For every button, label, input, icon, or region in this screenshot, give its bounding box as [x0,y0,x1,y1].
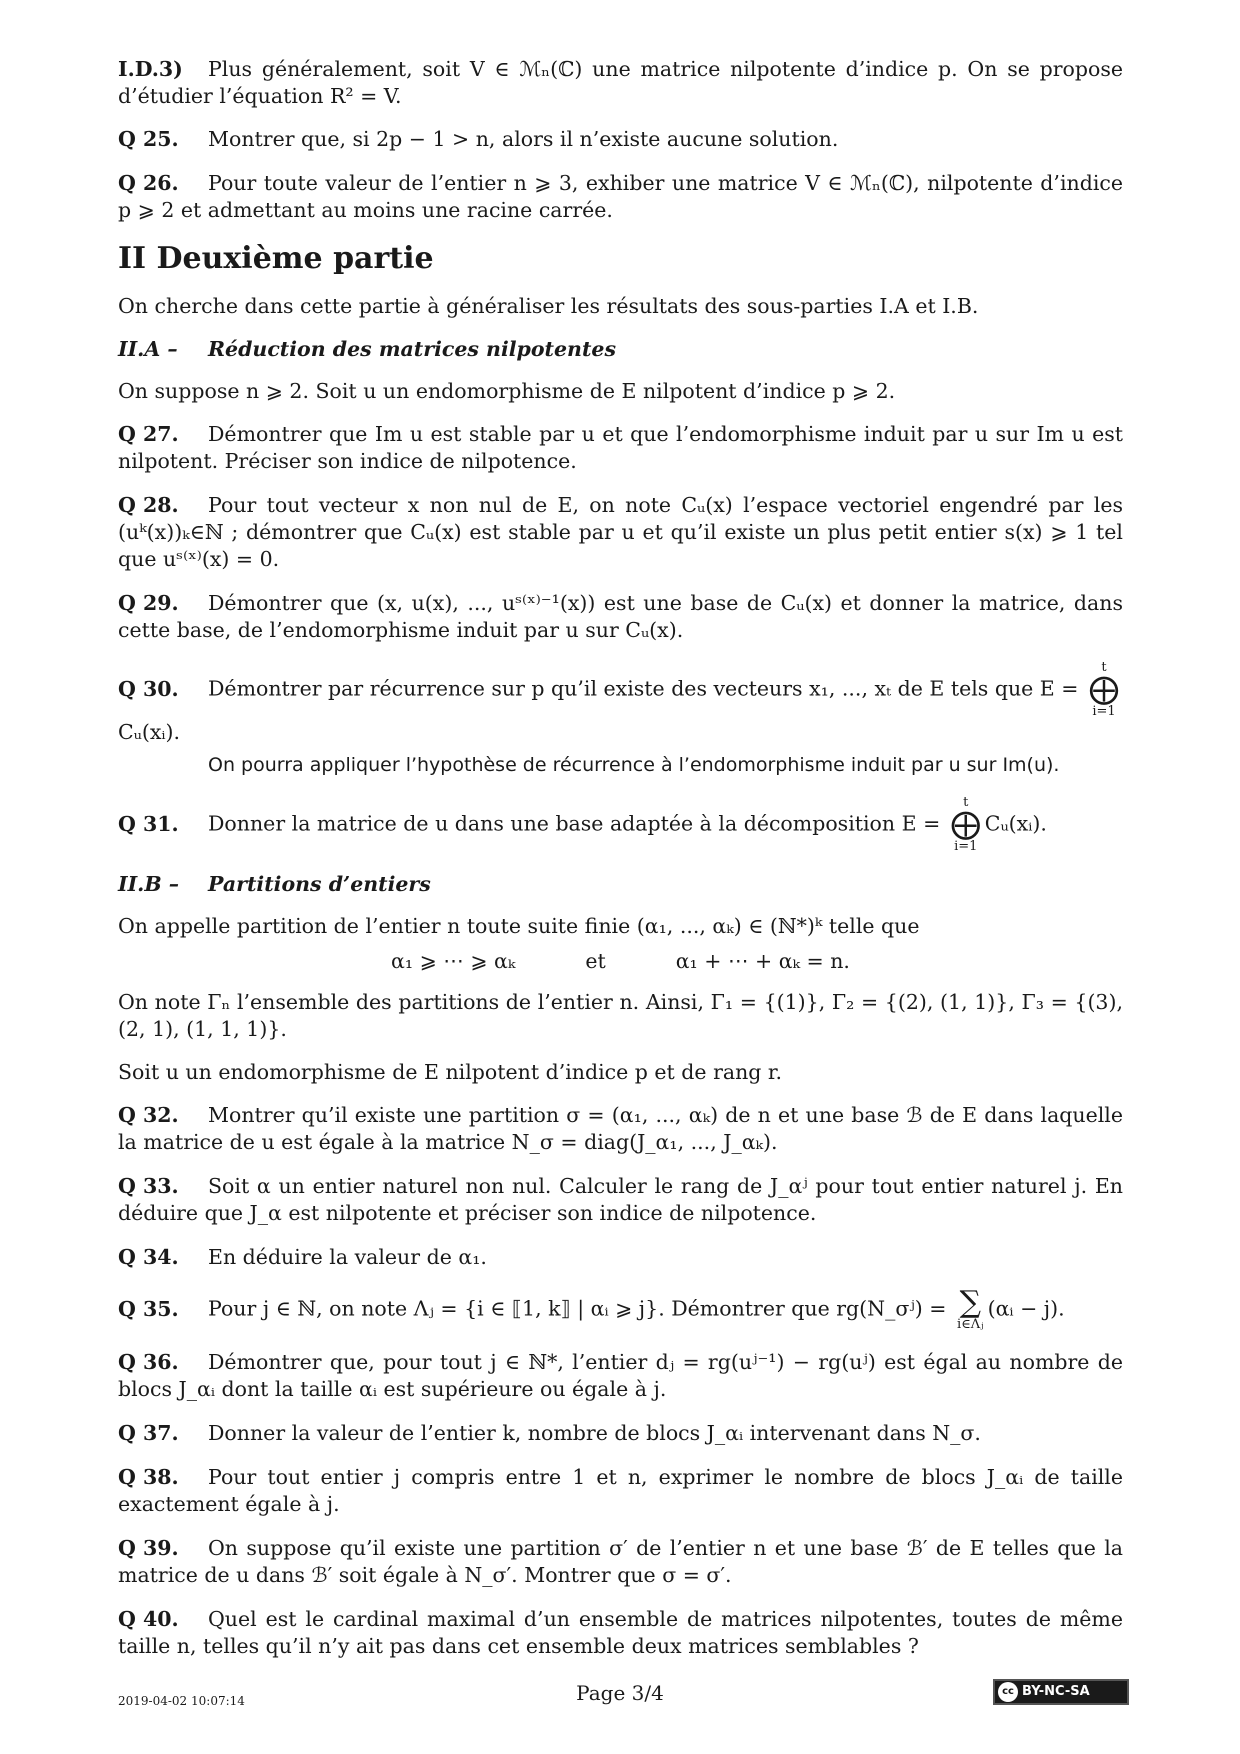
section-a-intro: On suppose n ⩾ 2. Soit u un endomorphisme de E nilpotent d’indice p ⩾ 2. [118,379,896,403]
question-label: Q 36. [118,1350,179,1374]
question-26 [118,170,1123,224]
question-34 [118,1244,1123,1271]
question-text: Quel est le cardinal maximal d’un ensemble de matrices nilpotentes, toutes de même taille n, telles qu’il n’y ait pas dans cet ensemble deux matrices semblables ? [118,1607,1123,1658]
question-35 [118,1285,1123,1332]
question-label: Q 32. [118,1103,179,1127]
part-title: II Deuxième partie [118,241,434,276]
op-lower-bound: i=1 [954,839,978,854]
direct-sum-symbol: ⨁ [1089,672,1119,707]
section-b-intro: On appelle partition de l’entier n toute suite finie (α₁, ..., αₖ) ∈ (ℕ*)ᵏ telle que [118,914,920,938]
page-content [118,56,1123,1677]
question-text: Pour j ∈ ℕ, on note Λⱼ = {i ∈ ⟦1, k⟧ | αᵢ ⩾ j}. Démontrer que rg(N_σʲ) = [208,1296,947,1321]
question-30 [118,661,1123,746]
gamma-definition: On note Γₙ l’ensemble des partitions de l’entier n. Ainsi, Γ₁ = {(1)}, Γ₂ = {(2), (1, 1)}, Γ₃ = {(3), (2, 1), (1, 1, 1)}. [118,990,1123,1041]
question-text: Pour tout entier j compris entre 1 et n, exprimer le nombre de blocs J_αᵢ de taille exactement égale à j. [118,1465,1123,1516]
direct-sum-operator [951,796,981,854]
equation-connector: et [585,949,606,973]
question-33 [118,1173,1123,1227]
question-25 [118,126,1123,153]
question-label: Q 30. [118,676,179,701]
question-text: Donner la matrice de u dans une base adaptée à la décomposition E = [208,811,941,836]
direct-sum-symbol: ⨁ [950,807,981,842]
question-text: Pour toute valeur de l’entier n ⩾ 3, exhiber une matrice V ∈ ℳₙ(ℂ), nilpotente d’indice p ⩾ 2 et admettant au moins une racine carrée. [118,171,1123,222]
question-label: Q 27. [118,422,179,446]
op-upper-bound: t [963,795,969,810]
question-39 [118,1535,1123,1589]
question-label: Q 26. [118,171,179,195]
question-text: Démontrer par récurrence sur p qu’il existe des vecteurs x₁, ..., xₜ de E tels que E = [208,676,1079,701]
question-label: Q 37. [118,1421,179,1445]
question-text: Montrer qu’il existe une partition σ = (α₁, ..., αₖ) de n et une base ℬ de E dans laquelle la matrice de u est égale à la matrice N_σ = diag(J_α₁, ..., J_αₖ). [118,1103,1123,1154]
creative-commons-icon: cc [998,1682,1018,1702]
question-text: On suppose qu’il existe une partition σ′ de l’entier n et une base ℬ′ de E telles que la matrice de u dans ℬ′ soit égale à N_σ′. Montrer que σ = σ′. [118,1536,1123,1587]
op-lower-bound: i=1 [1092,704,1116,719]
sum-operator [956,1285,984,1332]
question-label: Q 33. [118,1174,179,1198]
question-text: Démontrer que Im u est stable par u et que l’endomorphisme induit par u sur Im u est nilpotent. Préciser son indice de nilpotence. [118,422,1123,473]
section-a-heading [118,336,1123,363]
question-label: Q 31. [118,811,179,836]
page-number: Page 3/4 [576,1681,664,1705]
question-text: Pour tout vecteur x non nul de E, on note Cᵤ(x) l’espace vectoriel engendré par les (uᵏ(x))ₖ∈ℕ ; démontrer que Cᵤ(x) est stable par u et qu’il existe un plus petit entier s(x) ⩾ 1 tel que uˢ⁽ˣ⁾(x) = 0. [118,493,1123,571]
question-text: En déduire la valeur de α₁. [208,1245,487,1269]
question-31 [118,796,1123,854]
question-text: Démontrer que, pour tout j ∈ ℕ*, l’entier dⱼ = rg(uʲ⁻¹) − rg(uʲ) est égal au nombre de blocs J_αᵢ dont la taille αᵢ est supérieure ou égale à j. [118,1350,1123,1401]
question-label: Q 29. [118,591,179,615]
question-27 [118,421,1123,475]
equation-right: α₁ + ⋯ + αₖ = n. [675,949,850,973]
section-title: Réduction des matrices nilpotentes [208,337,617,361]
license-text: BY-NC-SA [1022,1684,1090,1699]
section-number: II.B – [118,872,180,896]
question-text: Démontrer que (x, u(x), ..., uˢ⁽ˣ⁾⁻¹(x)) est une base de Cᵤ(x) et donner la matrice, dans cette base, de l’endomorphisme induit par u sur Cᵤ(x). [118,591,1123,642]
question-38 [118,1464,1123,1518]
direct-sum-operator [1089,661,1119,719]
question-label: Q 39. [118,1536,179,1560]
question-29 [118,590,1123,644]
question-32 [118,1102,1123,1156]
question-label: Q 35. [118,1296,179,1321]
question-text-end: (αᵢ − j). [987,1296,1065,1321]
intro-paragraph [118,56,1123,110]
partition-definition-equation [118,948,1123,975]
equation-left: α₁ ⩾ ⋯ ⩾ αₖ [391,949,516,973]
footer-timestamp: 2019-04-02 10:07:14 [118,1694,245,1708]
question-30-hint: On pourra appliquer l’hypothèse de récurrence à l’endomorphisme induit par u sur Im(u). [208,754,1060,776]
question-text: Donner la valeur de l’entier k, nombre de blocs J_αᵢ intervenant dans N_σ. [208,1421,981,1445]
question-label: Q 38. [118,1465,179,1489]
question-label: Q 34. [118,1245,179,1269]
question-40 [118,1606,1123,1660]
section-number: II.A – [118,337,178,361]
question-label: Q 28. [118,493,179,517]
question-text-end: Cᵤ(xᵢ). [118,720,181,744]
intro-text: Plus généralement, soit V ∈ ℳₙ(ℂ) une matrice nilpotente d’indice p. On se propose d’étudier l’équation R² = V. [118,57,1123,108]
question-28 [118,492,1123,573]
section-b-heading [118,871,1123,898]
license-badge [993,1679,1129,1705]
question-text: Montrer que, si 2p − 1 > n, alors il n’existe aucune solution. [208,127,839,151]
question-37 [118,1420,1123,1447]
question-label: Q 25. [118,127,179,151]
part-intro: On cherche dans cette partie à généraliser les résultats des sous-parties I.A et I.B. [118,294,979,318]
op-lower-bound: i∈Λⱼ [956,1317,984,1332]
u-definition: Soit u un endomorphisme de E nilpotent d’indice p et de rang r. [118,1060,782,1084]
op-upper-bound: t [1101,660,1107,675]
intro-label: I.D.3) [118,57,183,81]
question-text-end: Cᵤ(xᵢ). [984,811,1047,836]
sum-symbol: ∑ [959,1285,981,1320]
question-36 [118,1349,1123,1403]
question-label: Q 40. [118,1607,179,1631]
question-text: Soit α un entier naturel non nul. Calculer le rang de J_αʲ pour tout entier naturel j. En déduire que J_α est nilpotente et préciser son indice de nilpotence. [118,1174,1123,1225]
section-title: Partitions d’entiers [208,872,431,896]
